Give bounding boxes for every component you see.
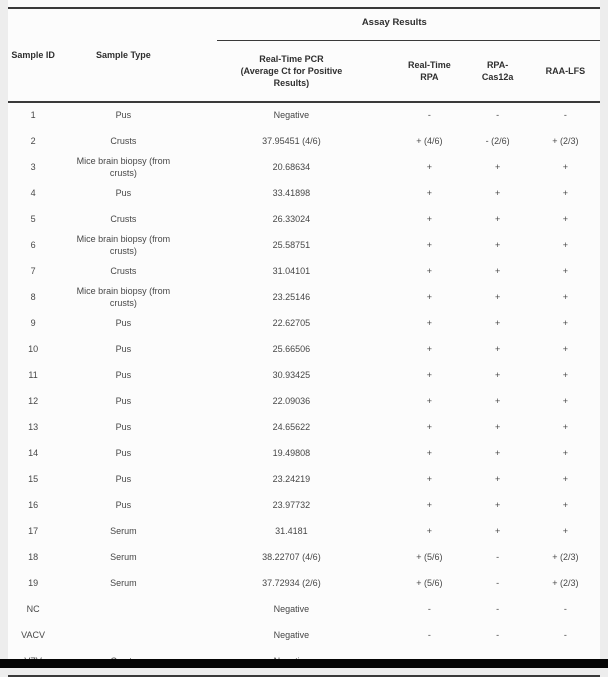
table-row [8, 285, 600, 311]
cell-sample-id: 18 [28, 552, 39, 563]
cell-sample-type: Pus [115, 474, 132, 485]
cell-sample-type: Pus [115, 448, 132, 459]
cell-raa-lfs: + [562, 422, 568, 433]
cell-realtime-rpa: + (4/6) [416, 136, 443, 147]
cell-sample-id: 8 [30, 292, 36, 303]
cell-raa-lfs: + [562, 214, 568, 225]
table-row [8, 311, 600, 337]
table-row [8, 597, 600, 623]
col-header-raa-lfs: RAA-LFS [545, 65, 586, 76]
cell-realtime-pcr: 24.65622 [272, 422, 311, 433]
cell-realtime-pcr: 19.49808 [272, 448, 311, 459]
table-row [8, 155, 600, 181]
col-header-sample-id: Sample ID [11, 49, 55, 60]
cell-rpa-cas12a: + [494, 396, 501, 407]
cell-realtime-rpa: + [426, 344, 433, 355]
cell-realtime-pcr: 23.97732 [272, 500, 311, 511]
table-row [8, 102, 600, 129]
cell-sample-type: Pus [115, 500, 132, 511]
cell-realtime-pcr: Negative [273, 110, 310, 121]
cell-realtime-rpa: + [426, 266, 433, 277]
cell-rpa-cas12a: + [494, 188, 501, 199]
cell-sample-type: Crusts [110, 214, 137, 225]
table-body [8, 102, 600, 676]
cell-sample-id: 17 [28, 526, 39, 537]
cell-raa-lfs: + [562, 162, 568, 173]
cell-rpa-cas12a: - [496, 110, 500, 121]
cell-raa-lfs: + [562, 500, 568, 511]
cell-realtime-pcr: Negative [273, 630, 310, 641]
cell-rpa-cas12a: + [494, 318, 501, 329]
cell-sample-id: 4 [30, 188, 36, 199]
cell-rpa-cas12a: + [494, 370, 501, 381]
cell-realtime-pcr: 25.58751 [272, 240, 311, 251]
cell-sample-id: 2 [30, 136, 36, 147]
table-row [8, 623, 600, 649]
cell-realtime-rpa: + [426, 292, 433, 303]
cell-sample-id: 13 [28, 422, 39, 433]
cell-realtime-rpa: + [426, 396, 433, 407]
col-header-rpa-cas12a [465, 41, 531, 102]
assay-results-table [8, 7, 600, 677]
cell-sample-id: 15 [28, 474, 39, 485]
cas12a-header-line2: Cas12a [481, 72, 514, 82]
cell-realtime-pcr: 23.25146 [272, 292, 311, 303]
cell-realtime-pcr: Negative [273, 604, 310, 615]
cell-rpa-cas12a: + [494, 214, 501, 225]
cell-rpa-cas12a: - (2/6) [485, 136, 510, 147]
cell-raa-lfs: + [562, 396, 568, 407]
cell-sample-type: Mice brain biopsy (from crusts) [76, 286, 171, 308]
cell-realtime-rpa: + [426, 162, 433, 173]
cell-rpa-cas12a: + [494, 526, 501, 537]
cell-raa-lfs: + [562, 344, 568, 355]
table-header [8, 8, 600, 102]
cell-realtime-rpa: + [426, 474, 433, 485]
cell-raa-lfs: + [562, 474, 568, 485]
pcr-header-line3: Results) [273, 78, 310, 89]
cell-realtime-rpa: + [426, 526, 433, 537]
cell-sample-type: Pus [115, 370, 132, 381]
cell-sample-type: Pus [115, 110, 132, 121]
table-row [8, 207, 600, 233]
cell-sample-id: 7 [30, 266, 36, 277]
cell-raa-lfs: + [562, 240, 568, 251]
cell-sample-type: Mice brain biopsy (from crusts) [76, 156, 171, 178]
pcr-header-line2: (Average Ct for Positive [240, 65, 343, 76]
cell-rpa-cas12a: + [494, 240, 501, 251]
cell-sample-id: 11 [28, 370, 38, 381]
table-row [8, 519, 600, 545]
cell-sample-id: 14 [28, 448, 39, 459]
table-row [8, 441, 600, 467]
cell-realtime-pcr: 26.33024 [272, 214, 311, 225]
cell-realtime-pcr: 22.62705 [272, 318, 311, 329]
table-row [8, 337, 600, 363]
cell-sample-type: Crusts [110, 266, 137, 277]
col-header-realtime-pcr [189, 41, 395, 102]
cell-sample-type: Pus [115, 188, 132, 199]
cell-realtime-rpa: + [426, 188, 433, 199]
cell-rpa-cas12a: + [494, 448, 501, 459]
cell-raa-lfs: + (2/3) [552, 136, 579, 147]
table-row [8, 389, 600, 415]
cell-raa-lfs: - [563, 604, 567, 615]
cell-sample-type: Pus [115, 422, 132, 433]
cell-realtime-pcr: 31.4181 [275, 526, 308, 537]
cell-realtime-pcr: 30.93425 [272, 370, 311, 381]
cell-realtime-rpa: - [427, 604, 431, 615]
cell-rpa-cas12a: - [496, 552, 500, 563]
cell-raa-lfs: + (2/3) [552, 578, 579, 589]
cell-sample-id: 6 [30, 240, 36, 251]
cell-realtime-rpa: + [426, 214, 433, 225]
cell-sample-type [58, 623, 188, 649]
cell-sample-type: Serum [110, 526, 137, 537]
table-row [8, 467, 600, 493]
table-row [8, 233, 600, 259]
group-header-row [8, 8, 600, 41]
cell-rpa-cas12a: - [496, 578, 500, 589]
cell-sample-type: Pus [115, 318, 132, 329]
cell-sample-id: 12 [28, 396, 39, 407]
cell-realtime-pcr: 22.09036 [272, 396, 311, 407]
cell-sample-id: 1 [30, 110, 36, 121]
cell-rpa-cas12a: + [494, 422, 501, 433]
cell-realtime-rpa: + (5/6) [416, 578, 443, 589]
table-row [8, 571, 600, 597]
cell-sample-id: 5 [30, 214, 36, 225]
col-header-realtime-rpa [394, 41, 464, 102]
cell-realtime-rpa: - [427, 110, 431, 121]
cell-sample-type: Mice brain biopsy (from crusts) [76, 234, 171, 256]
cell-realtime-rpa: + [426, 500, 433, 511]
col-group-header-assay-results [189, 8, 600, 41]
cell-sample-id: 19 [28, 578, 39, 589]
table-row [8, 363, 600, 389]
table-row [8, 415, 600, 441]
cell-sample-type: Serum [110, 578, 137, 589]
cell-sample-type: Crusts [110, 136, 137, 147]
cell-rpa-cas12a: + [494, 266, 501, 277]
cell-sample-id: VACV [21, 630, 45, 641]
cell-raa-lfs: + [562, 448, 568, 459]
cas12a-header-line1: RPA- [486, 59, 509, 70]
cell-realtime-rpa: + (5/6) [416, 552, 443, 563]
page [8, 0, 600, 659]
cell-realtime-rpa: + [426, 422, 433, 433]
cell-raa-lfs: + [562, 370, 568, 381]
cell-realtime-pcr: 20.68634 [272, 162, 311, 173]
cell-realtime-pcr: 33.41898 [272, 188, 311, 199]
cell-realtime-pcr: 37.72934 (2/6) [262, 578, 321, 589]
cell-realtime-rpa: - [427, 630, 431, 641]
cell-raa-lfs: - [563, 110, 567, 121]
cell-sample-id: 9 [30, 318, 36, 329]
table-row [8, 545, 600, 571]
cell-sample-id: 16 [28, 500, 39, 511]
cell-rpa-cas12a: + [494, 474, 501, 485]
cell-sample-type: Pus [115, 396, 132, 407]
assay-results-underline [217, 40, 600, 41]
cell-sample-type: Serum [110, 552, 137, 563]
cell-rpa-cas12a: + [494, 292, 501, 303]
cell-rpa-cas12a: + [494, 162, 501, 173]
col-header-sample-type: Sample Type [95, 49, 151, 60]
table-row [8, 181, 600, 207]
cell-raa-lfs: + [562, 526, 568, 537]
cell-rpa-cas12a: + [494, 344, 501, 355]
rpa-header-line1: Real-Time [407, 59, 451, 70]
table-row [8, 493, 600, 519]
cell-sample-id: 10 [28, 344, 39, 355]
cell-raa-lfs: + [562, 188, 568, 199]
table-row [8, 129, 600, 155]
cell-raa-lfs: + [562, 292, 568, 303]
cell-realtime-pcr: 37.95451 (4/6) [262, 136, 321, 147]
cell-realtime-pcr: 38.22707 (4/6) [262, 552, 321, 563]
cell-realtime-pcr: 25.66506 [272, 344, 311, 355]
cell-rpa-cas12a: + [494, 500, 501, 511]
bottom-black-bar [0, 659, 608, 668]
cell-realtime-rpa: + [426, 318, 433, 329]
cell-sample-id: NC [26, 604, 40, 615]
rpa-header-line2: RPA [420, 72, 439, 82]
cell-realtime-rpa: + [426, 240, 433, 251]
cell-realtime-rpa: + [426, 370, 433, 381]
cell-realtime-pcr: 23.24219 [272, 474, 311, 485]
cell-realtime-pcr: 31.04101 [272, 266, 311, 277]
cell-raa-lfs: - [563, 630, 567, 641]
pcr-header-line1: Real-Time PCR [259, 53, 324, 64]
cell-raa-lfs: + [562, 266, 568, 277]
assay-results-label: Assay Results [361, 16, 427, 28]
cell-rpa-cas12a: - [496, 604, 500, 615]
cell-sample-type [58, 597, 188, 623]
cell-rpa-cas12a: - [496, 630, 500, 641]
cell-realtime-rpa: + [426, 448, 433, 459]
table-row [8, 259, 600, 285]
cell-raa-lfs: + (2/3) [552, 552, 579, 563]
cell-raa-lfs: + [562, 318, 568, 329]
cell-sample-type: Pus [115, 344, 132, 355]
cell-sample-id: 3 [30, 162, 36, 173]
